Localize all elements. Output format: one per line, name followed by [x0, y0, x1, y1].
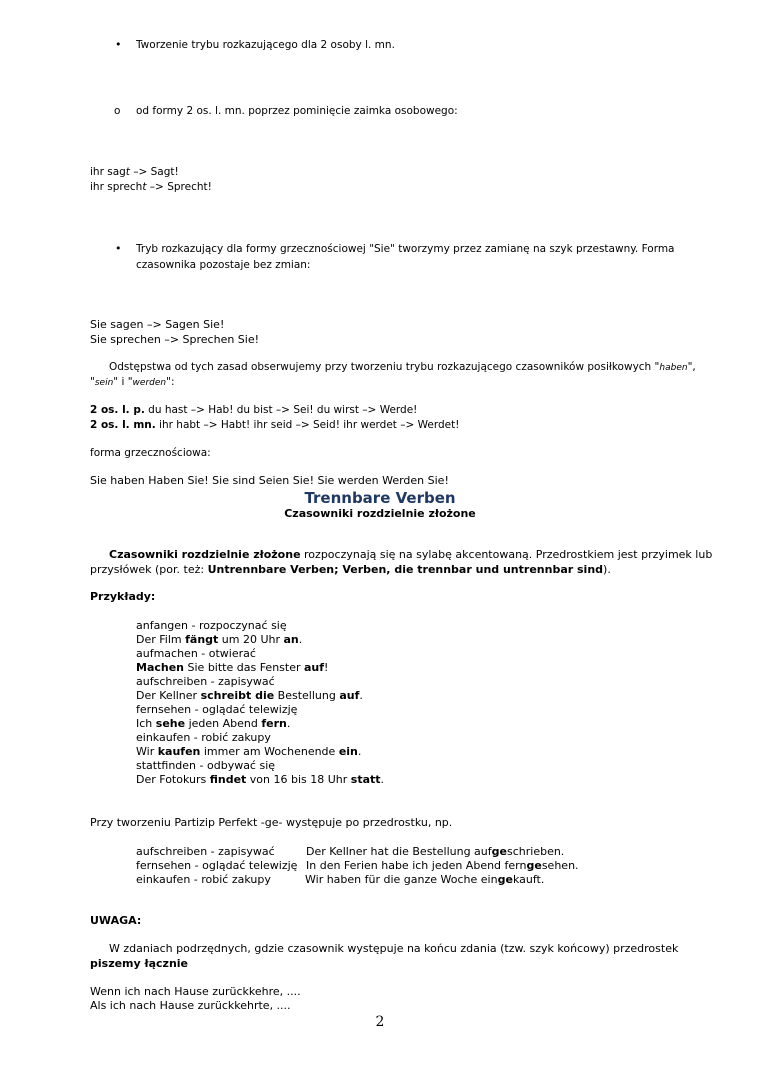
section-subtitle: Czasowniki rozdzielnie złożone — [284, 507, 476, 520]
note-line2: piszemy łącznie — [90, 957, 189, 970]
partizip-intro: Przy tworzeniu Partizip Perfekt -ge- występuje po przedrostku, np. — [90, 816, 453, 829]
example-sentence: Als ich nach Hause zurückkehrte, .... — [90, 999, 291, 1012]
formal-examples: Sie haben Haben Sie! Sie sind Seien Sie! Sie werden Werden Sie! — [90, 474, 449, 487]
section-title: Trennbare Verben — [304, 489, 456, 507]
example-line: ihr sagt –> Sagt! — [90, 166, 179, 178]
example-item: fernsehen - oglądać telewizję — [136, 703, 298, 716]
example-line: Sie sprechen –> Sprechen Sie! — [90, 333, 260, 346]
example-item: anfangen - rozpoczynać się — [136, 619, 287, 632]
partizip-sentence: Der Kellner hat die Bestellung aufgeschrieben. — [306, 845, 565, 858]
bullet-formal-line1: Tryb rozkazujący dla formy grzecznościowej "Sie" tworzymy przez zamianę na szyk przestawny. Forma — [136, 243, 675, 255]
bullet-imperative-plural: Tworzenie trybu rozkazującego dla 2 osoby l. mn. — [136, 39, 395, 51]
partizip-sentence: Wir haben für die ganze Woche eingekauft. — [305, 873, 545, 886]
partizip-verb: einkaufen - robić zakupy — [136, 873, 271, 886]
bullet-formal-line2: czasownika pozostaje bez zmian: — [136, 259, 311, 271]
partizip-verb: aufschreiben - zapisywać — [136, 845, 275, 858]
example-sentence: Wenn ich nach Hause zurückkehre, .... — [90, 985, 301, 998]
partizip-verb: fernsehen - oglądać telewizję — [136, 859, 298, 872]
bullet-dot: • — [115, 38, 122, 51]
conjugation-row-singular: 2 os. l. p. du hast –> Hab! du bist –> Sei! du wirst –> Werde! — [90, 404, 418, 416]
example-item: aufschreiben - zapisywać — [136, 675, 275, 688]
intro-line1: Czasowniki rozdzielnie złożone rozpoczynają się na sylabę akcentowaną. Przedrostkiem jest przyimek lub — [109, 548, 713, 561]
sub-bullet-marker: o — [114, 105, 121, 117]
partizip-sentence: In den Ferien habe ich jeden Abend ferngesehen. — [306, 859, 579, 872]
bullet-dot: • — [115, 242, 122, 255]
page-number: 2 — [375, 1014, 385, 1030]
example-line: Sie sagen –> Sagen Sie! — [90, 318, 225, 331]
note-line1: W zdaniach podrzędnych, gdzie czasownik występuje na końcu zdania (tzw. szyk końcowy) przedrostek — [109, 942, 679, 955]
example-line: ihr sprecht –> Sprecht! — [90, 181, 212, 193]
conjugation-row-plural: 2 os. l. mn. ihr habt –> Habt! ihr seid –> Seid! ihr werdet –> Werdet! — [90, 419, 460, 431]
exception-line2: "sein" i "werden": — [90, 376, 175, 388]
example-item: Wir kaufen immer am Wochenende ein. — [136, 745, 362, 758]
uwaga-heading: UWAGA: — [90, 914, 142, 927]
formal-label: forma grzecznościowa: — [90, 447, 211, 459]
example-item: aufmachen - otwierać — [136, 647, 256, 660]
example-item: Machen Sie bitte das Fenster auf! — [136, 661, 329, 674]
example-item: Ich sehe jeden Abend fern. — [136, 717, 291, 730]
example-item: einkaufen - robić zakupy — [136, 731, 271, 744]
examples-heading: Przykłady: — [90, 590, 156, 603]
intro-line2: przysłówek (por. też: Untrennbare Verben; Verben, die trennbar und untrennbar sind). — [90, 563, 611, 576]
example-item: Der Fotokurs findet von 16 bis 18 Uhr statt. — [136, 773, 385, 786]
example-item: Der Film fängt um 20 Uhr an. — [136, 633, 303, 646]
exception-line1: Odstępstwa od tych zasad obserwujemy przy tworzeniu trybu rozkazującego czasowników posiłkowych "haben", — [109, 361, 696, 373]
sub-bullet-text: od formy 2 os. l. mn. poprzez pominięcie zaimka osobowego: — [136, 105, 458, 117]
example-item: stattfinden - odbywać się — [136, 759, 276, 772]
example-item: Der Kellner schreibt die Bestellung auf. — [136, 689, 363, 702]
